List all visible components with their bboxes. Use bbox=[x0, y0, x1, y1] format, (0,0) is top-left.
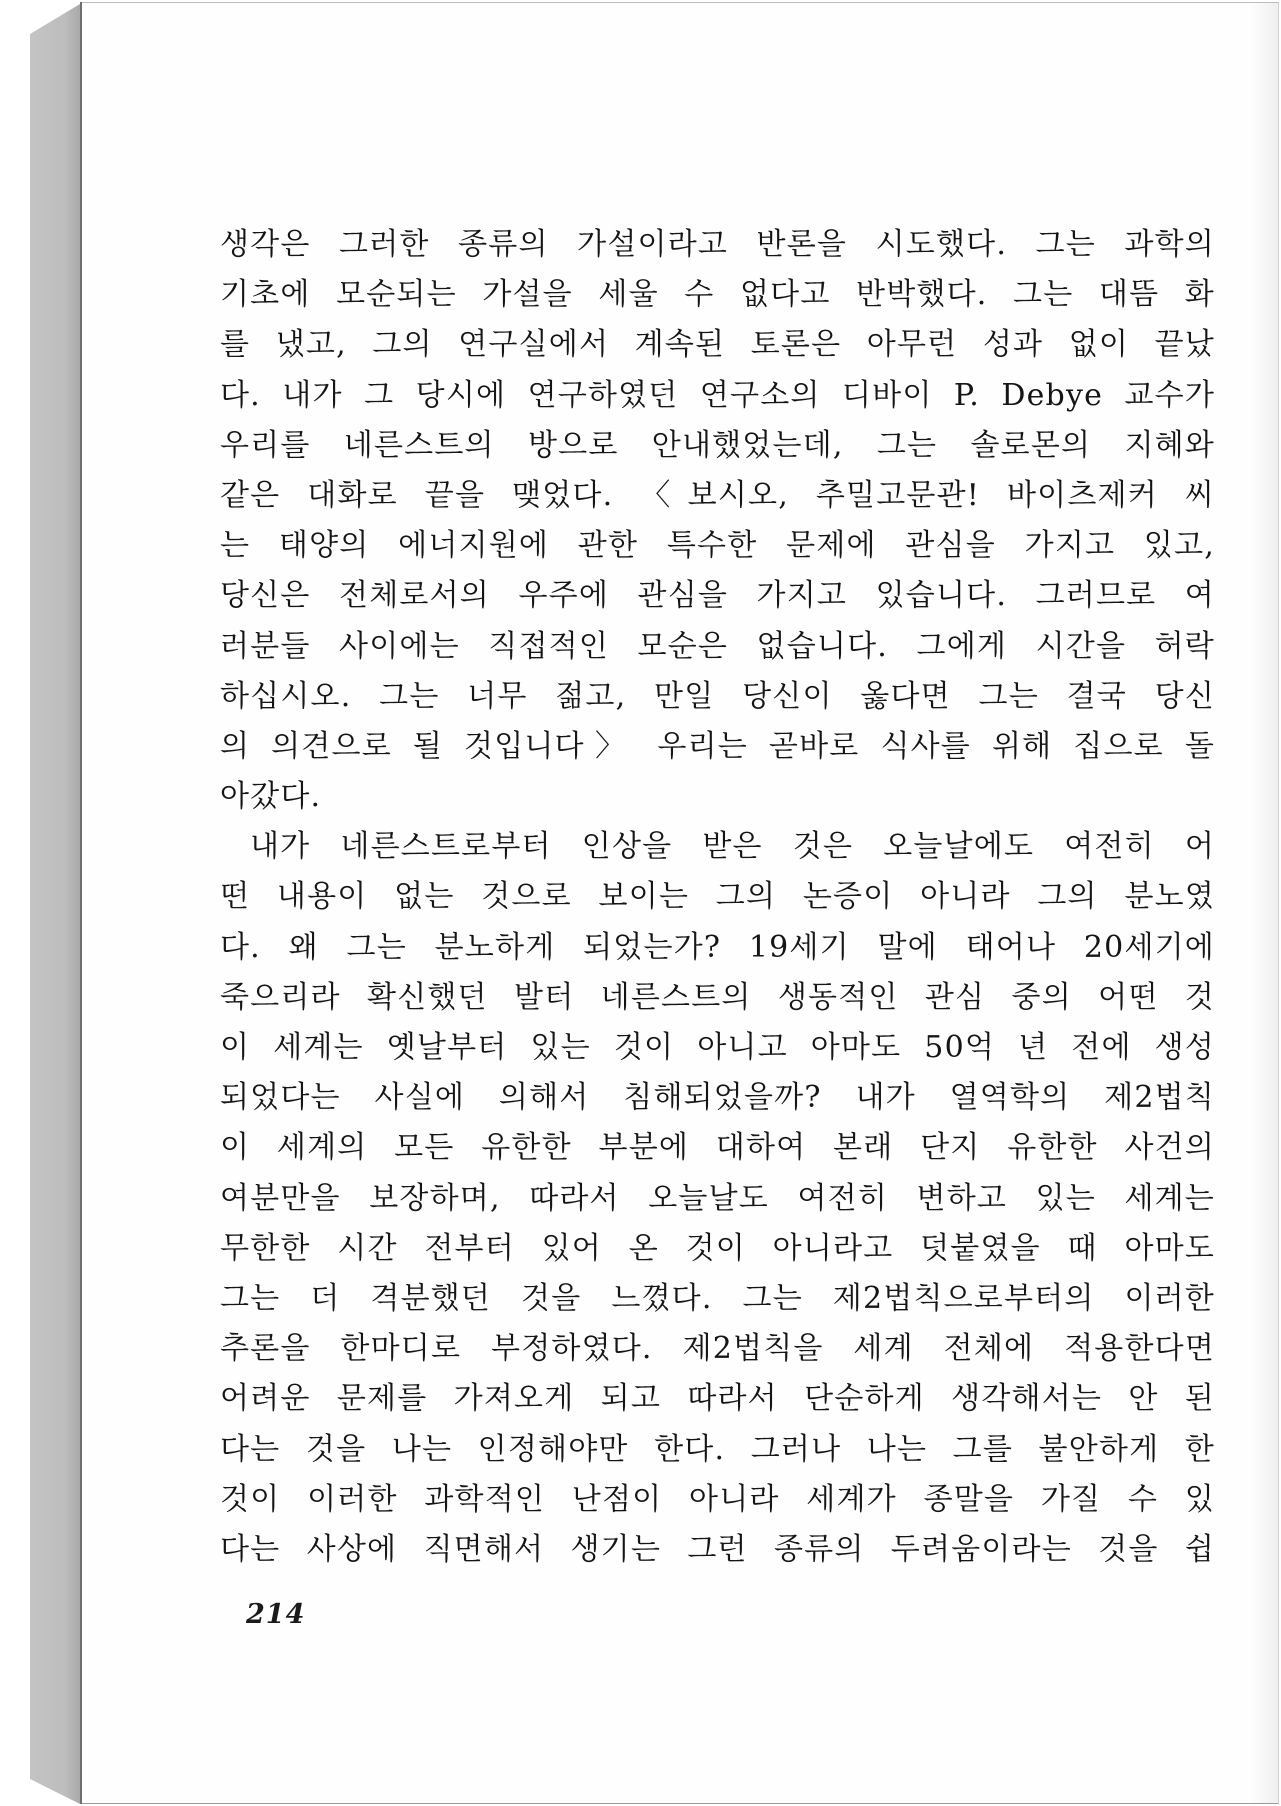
text-line: 되었다는 사실에 의해서 침해되었을까? 내가 열역학의 제2법칙 bbox=[220, 1080, 1215, 1116]
book-spine bbox=[30, 4, 80, 1804]
text-line: 는 태양의 에너지원에 관한 특수한 문제에 관심을 가지고 있고, bbox=[220, 528, 1215, 564]
text-line: 어려운 문제를 가져오게 되고 따라서 단순하게 생각해서는 안 된 bbox=[220, 1381, 1215, 1417]
text-line: 의 의견으로 될 것입니다〉 우리는 곧바로 식사를 위해 집으로 돌 bbox=[220, 728, 1215, 764]
text-line: 를 냈고, 그의 연구실에서 계속된 토론은 아무런 성과 없이 끝났 bbox=[220, 327, 1215, 363]
text-line: 당신은 전체로서의 우주에 관심을 가지고 있습니다. 그러므로 여 bbox=[220, 578, 1215, 614]
text-line: 기초에 모순되는 가설을 세울 수 없다고 반박했다. 그는 대뜸 화 bbox=[220, 277, 1215, 313]
text-line: 다는 것을 나는 인정해야만 한다. 그러나 나는 그를 불안하게 한 bbox=[220, 1431, 1215, 1467]
text-line: 추론을 한마디로 부정하였다. 제2법칙을 세계 전체에 적용한다면 bbox=[220, 1331, 1215, 1367]
page-number: 214 bbox=[246, 1599, 306, 1630]
text-line: 죽으리라 확신했던 발터 네른스트의 생동적인 관심 중의 어떤 것 bbox=[220, 979, 1215, 1015]
text-line: 우리를 네른스트의 방으로 안내했었는데, 그는 솔로몬의 지혜와 bbox=[220, 427, 1215, 463]
text-line: 다는 사상에 직면해서 생기는 그런 종류의 두려움이라는 것을 쉽 bbox=[220, 1531, 1215, 1567]
text-line: 떤 내용이 없는 것으로 보이는 그의 논증이 아니라 그의 분노였 bbox=[220, 879, 1215, 915]
text-line-paragraph-start: 내가 네른스트로부터 인상을 받은 것은 오늘날에도 여전히 어 bbox=[250, 829, 1215, 865]
text-line: 같은 대화로 끝을 맺었다. 〈보시오, 추밀고문관! 바이츠제커 씨 bbox=[220, 477, 1215, 513]
text-line: 다. 왜 그는 분노하게 되었는가? 19세기 말에 태어나 20세기에 bbox=[220, 929, 1215, 965]
book-page bbox=[82, 2, 1279, 1804]
text-line: 러분들 사이에는 직접적인 모순은 없습니다. 그에게 시간을 허락 bbox=[220, 628, 1215, 664]
body-text bbox=[220, 220, 1215, 1575]
text-line: 여분만을 보장하며, 따라서 오늘날도 여전히 변하고 있는 세계는 bbox=[220, 1180, 1215, 1216]
text-line: 다. 내가 그 당시에 연구하였던 연구소의 디바이 P. Debye 교수가 bbox=[220, 377, 1215, 413]
text-line: 것이 이러한 과학적인 난점이 아니라 세계가 종말을 가질 수 있 bbox=[220, 1481, 1215, 1517]
text-line: 이 세계는 옛날부터 있는 것이 아니고 아마도 50억 년 전에 생성 bbox=[220, 1030, 1215, 1065]
text-line: 생각은 그러한 종류의 가설이라고 반론을 시도했다. 그는 과학의 bbox=[220, 227, 1215, 262]
page-edge-shadow bbox=[1250, 3, 1278, 1803]
text-line: 이 세계의 모든 유한한 부분에 대하여 본래 단지 유한한 사건의 bbox=[220, 1130, 1215, 1166]
text-line: 무한한 시간 전부터 있어 온 것이 아니라고 덧붙였을 때 아마도 bbox=[220, 1230, 1215, 1266]
text-line: 그는 더 격분했던 것을 느꼈다. 그는 제2법칙으로부터의 이러한 bbox=[220, 1280, 1215, 1316]
text-line-paragraph-end: 아갔다. bbox=[220, 779, 322, 815]
text-line: 하십시오. 그는 너무 젊고, 만일 당신이 옳다면 그는 결국 당신 bbox=[220, 678, 1215, 714]
